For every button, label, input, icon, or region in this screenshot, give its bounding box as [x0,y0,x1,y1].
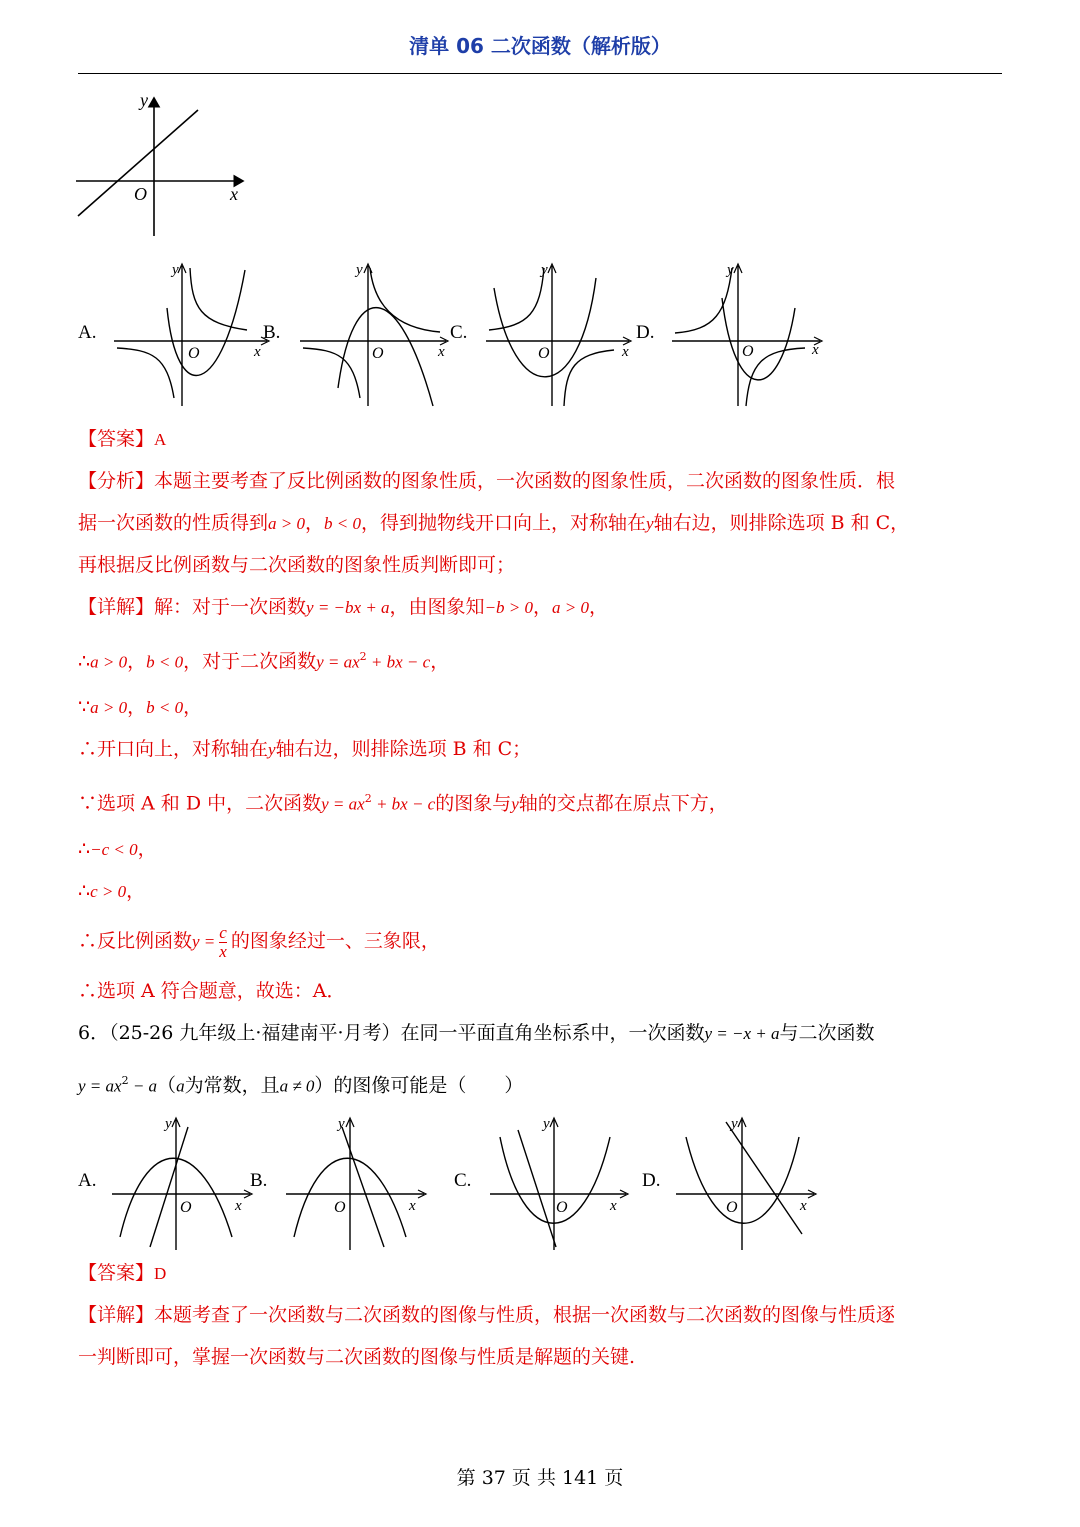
q5-option-b-label: B. [263,322,281,343]
q5-detail-line-5: ∵选项 A 和 D 中，二次函数$y = ax^2$ + bx − c的图象与y轴的交点都在原点下方， [78,792,728,815]
svg-text:y: y [543,1116,550,1132]
q6-detail-line-2: 一判断即可，掌握一次函数与二次函数的图像与性质是解题的关键. [78,1346,636,1368]
q5-detail-line-4: ∴开口向上，对称轴在y轴右边，则排除选项 B 和 C； [78,738,532,760]
q5-detail-line-1: 【详解】解：对于一次函数y = −bx + a，由图象知−b > 0，a > 0， [78,596,609,618]
q6-option-a-label: A. [78,1170,97,1191]
q6-option-a-graph [110,1112,260,1252]
q6-stem-line-1: 6．（25-26 九年级上·福建南平·月考）在同一平面直角坐标系中，一次函数y = −x + a与二次函数 [78,1022,875,1044]
q5-analysis-line-1: 【分析】本题主要考查了反比例函数的图象性质，一次函数的图象性质，二次函数的图象性质．根 [78,470,896,492]
svg-text:y: y [731,1116,738,1132]
svg-text:O: O [180,1199,192,1216]
q5-option-d-graph [670,258,830,408]
q5-analysis-line-2: 据一次函数的性质得到a > 0，b < 0，得到抛物线开口向上，对称轴在y轴右边，则排除选项 B 和 C， [78,512,910,534]
svg-text:O: O [538,345,550,362]
svg-text:O: O [372,345,384,362]
q5-detail-line-9: ∴选项 A 符合题意，故选：A． [78,980,346,1002]
q6-option-c-graph [488,1112,638,1252]
svg-text:x: x [800,1198,807,1214]
stem-linear-graph [70,88,260,240]
q6-option-d-label: D. [642,1170,661,1191]
svg-text:x: x [254,344,261,360]
q5-option-a-label: A. [78,322,97,343]
svg-text:O: O [188,345,200,362]
q6-detail-line-1: 【详解】本题考查了一次函数与二次函数的图像与性质，根据一次函数与二次函数的图像与性质逐 [78,1304,896,1326]
page-header-title: 清单 06 二次函数（解析版） [409,34,671,58]
q5-detail-line-2: ∴a > 0，b < 0，对于二次函数$y = ax^2$ + bx − c， [78,650,450,673]
q5-analysis-line-3: 再根据反比例函数与二次函数的图象性质判断即可； [78,554,516,576]
q5-detail-line-3: ∵a > 0，b < 0， [78,696,203,718]
q5-option-c-graph [484,258,644,408]
svg-text:x: x [438,344,445,360]
q5-detail-line-8: ∴反比例函数y = $\frac{c}{x}$ 的图象经过一、三象限， [78,922,440,961]
svg-text:y: y [727,262,734,278]
svg-text:O: O [334,1199,346,1216]
q5-detail-line-7: ∴c > 0， [78,880,146,902]
origin-label: O [134,184,147,204]
q6-option-b-graph [284,1112,434,1252]
q6-answer-line: 【答案】D [78,1262,167,1284]
q5-answer-line: 【答案】A [78,428,167,450]
svg-text:y: y [541,262,548,278]
svg-text:x: x [610,1198,617,1214]
q5-option-a-graph [112,258,272,408]
svg-text:O: O [742,343,754,360]
svg-text:x: x [409,1198,416,1214]
y-label: y [140,90,148,110]
fraction-c-over-x: $\frac{c}{x}$ [219,922,227,961]
svg-text:y: y [356,262,363,278]
q6-option-d-graph [674,1112,824,1252]
q5-option-b-graph [298,258,458,408]
q5-detail-line-6: ∴−c < 0， [78,838,157,860]
q6-option-b-label: B. [250,1170,268,1191]
svg-text:y: y [172,262,179,278]
svg-text:y: y [338,1116,345,1132]
q5-option-d-label: D. [636,322,655,343]
x-label: x [230,184,238,204]
svg-text:x: x [622,344,629,360]
svg-text:y: y [165,1116,172,1132]
svg-text:x: x [812,342,819,358]
svg-text:x: x [235,1198,242,1214]
page-footer: 第 37 页 共 141 页 [456,1467,624,1489]
svg-text:O: O [556,1199,568,1216]
q6-stem-line-2: $y = ax^2 - a(a$为常数，且a ≠ 0）的图像可能是（ ） [78,1074,524,1097]
svg-text:O: O [726,1199,738,1216]
q5-option-c-label: C. [450,322,468,343]
header-divider [78,73,1002,74]
q6-option-c-label: C. [454,1170,472,1191]
